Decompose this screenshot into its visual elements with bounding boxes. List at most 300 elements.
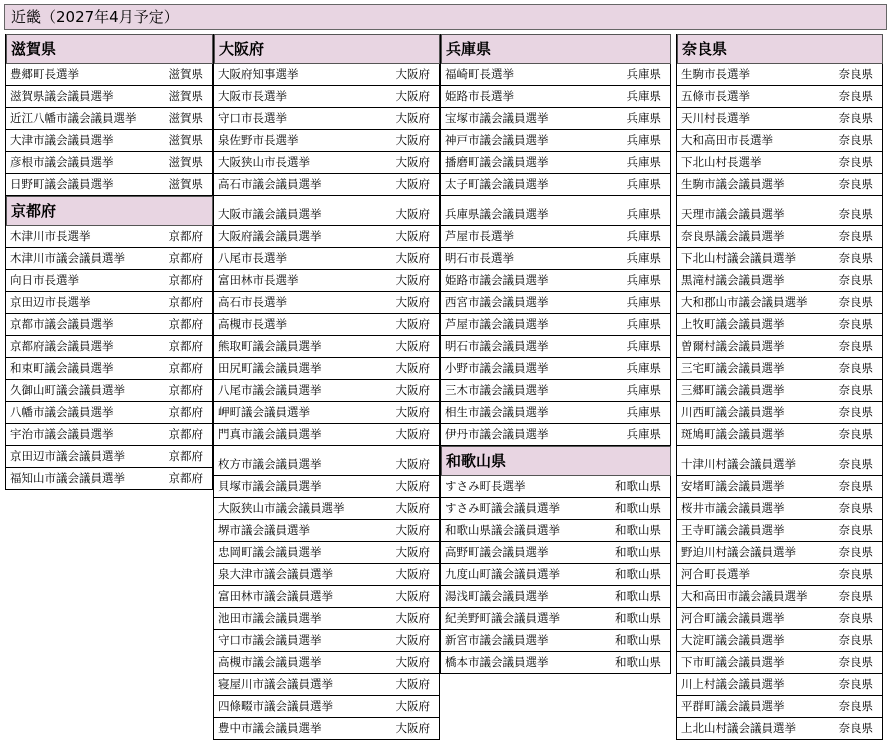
election-name: 上牧町議会議員選挙 — [681, 317, 785, 331]
table-row — [6, 336, 213, 358]
election-name: 八幡市議会議員選挙 — [10, 405, 114, 419]
prefecture-name: 京都府 — [168, 273, 203, 287]
prefecture-name: 奈良県 — [838, 339, 873, 353]
election-name: 守口市議会議員選挙 — [218, 633, 322, 647]
table-row — [6, 108, 213, 130]
prefecture-name: 奈良県 — [838, 721, 873, 735]
table-row — [677, 630, 883, 652]
table-row — [441, 498, 671, 520]
table-row — [6, 64, 213, 86]
table-row — [214, 586, 440, 608]
prefecture-name: 奈良県 — [838, 207, 873, 221]
prefecture-name: 滋賀県 — [168, 89, 203, 103]
table-row — [677, 608, 883, 630]
prefecture-column — [5, 34, 213, 490]
election-name: 小野市議会議員選挙 — [445, 361, 549, 375]
prefecture-name: 奈良県 — [838, 67, 873, 81]
table-row — [441, 196, 671, 226]
prefecture-name: 奈良県 — [838, 111, 873, 125]
table-row — [214, 248, 440, 270]
prefecture-name: 京都府 — [168, 471, 203, 485]
prefecture-name: 兵庫県 — [626, 295, 661, 309]
prefecture-header: 滋賀県 — [6, 34, 213, 64]
election-name: 豊郷町長選挙 — [10, 67, 79, 81]
election-name: 新宮市議会議員選挙 — [445, 633, 549, 647]
table-row — [214, 292, 440, 314]
table-row — [677, 498, 883, 520]
table-row — [441, 86, 671, 108]
prefecture-name: 大阪府 — [395, 611, 430, 625]
table-row — [441, 476, 671, 498]
election-name: 斑鳩町議会議員選挙 — [681, 427, 785, 441]
table-row — [214, 380, 440, 402]
election-name: 四條畷市議会議員選挙 — [218, 699, 333, 713]
prefecture-name: 滋賀県 — [168, 155, 203, 169]
prefecture-name: 京都府 — [168, 317, 203, 331]
table-row — [677, 696, 883, 718]
election-name: 和歌山県議会議員選挙 — [445, 523, 560, 537]
table-row — [214, 174, 440, 196]
election-name: 大和高田市議会議員選挙 — [681, 589, 808, 603]
election-name: 九度山町議会議員選挙 — [445, 567, 560, 581]
election-name: 大和郡山市議会議員選挙 — [681, 295, 808, 309]
election-name: 姫路市議会議員選挙 — [445, 273, 549, 287]
table-row — [6, 402, 213, 424]
prefecture-name: 京都府 — [168, 427, 203, 441]
election-name: 大阪府知事選挙 — [218, 67, 299, 81]
election-name: 三木市議会議員選挙 — [445, 383, 549, 397]
election-name: 京田辺市議会議員選挙 — [10, 449, 125, 463]
table-row — [441, 270, 671, 292]
table-row — [441, 336, 671, 358]
prefecture-name: 奈良県 — [838, 457, 873, 471]
table-row — [441, 174, 671, 196]
election-name: 天川村長選挙 — [681, 111, 750, 125]
prefecture-name: 大阪府 — [395, 633, 430, 647]
election-name: 大和高田市長選挙 — [681, 133, 773, 147]
prefecture-name: 大阪府 — [395, 111, 430, 125]
table-row — [677, 358, 883, 380]
prefecture-name: 奈良県 — [838, 523, 873, 537]
table-row — [214, 108, 440, 130]
prefecture-name: 兵庫県 — [626, 133, 661, 147]
prefecture-name: 奈良県 — [838, 155, 873, 169]
prefecture-name: 大阪府 — [395, 677, 430, 691]
table-row — [6, 270, 213, 292]
prefecture-name: 大阪府 — [395, 133, 430, 147]
prefecture-name: 京都府 — [168, 361, 203, 375]
election-name: 高野町議会議員選挙 — [445, 545, 549, 559]
election-name: 彦根市議会議員選挙 — [10, 155, 114, 169]
prefecture-name: 大阪府 — [395, 721, 430, 735]
table-row — [677, 336, 883, 358]
election-name: 明石市議会議員選挙 — [445, 339, 549, 353]
table-row — [441, 424, 671, 446]
election-name: 京都市議会議員選挙 — [10, 317, 114, 331]
election-name: 五條市長選挙 — [681, 89, 750, 103]
election-name: 神戸市議会議員選挙 — [445, 133, 549, 147]
prefecture-name: 奈良県 — [838, 273, 873, 287]
election-name: 平群町議会議員選挙 — [681, 699, 785, 713]
table-row — [214, 270, 440, 292]
election-name: 河合町議会議員選挙 — [681, 611, 785, 625]
table-row — [441, 542, 671, 564]
table-row — [214, 152, 440, 174]
prefecture-header: 京都府 — [6, 196, 213, 226]
election-name: 大阪市議会議員選挙 — [218, 207, 322, 221]
table-row — [677, 270, 883, 292]
prefecture-column — [440, 34, 671, 674]
prefecture-column — [676, 34, 883, 740]
table-row — [677, 718, 883, 740]
prefecture-name: 大阪府 — [395, 523, 430, 537]
table-row — [441, 226, 671, 248]
prefecture-name: 京都府 — [168, 405, 203, 419]
table-row — [214, 476, 440, 498]
prefecture-name: 奈良県 — [838, 567, 873, 581]
prefecture-name: 和歌山県 — [615, 611, 661, 625]
prefecture-name: 奈良県 — [838, 427, 873, 441]
table-row — [441, 630, 671, 652]
prefecture-name: 大阪府 — [395, 427, 430, 441]
prefecture-name: 大阪府 — [395, 207, 430, 221]
table-row — [214, 718, 440, 740]
prefecture-name: 大阪府 — [395, 177, 430, 191]
table-row — [677, 292, 883, 314]
prefecture-name: 兵庫県 — [626, 273, 661, 287]
prefecture-name: 兵庫県 — [626, 229, 661, 243]
election-name: 滋賀県議会議員選挙 — [10, 89, 114, 103]
election-name: 門真市議会議員選挙 — [218, 427, 322, 441]
table-row — [214, 226, 440, 248]
prefecture-name: 大阪府 — [395, 89, 430, 103]
table-row — [214, 64, 440, 86]
prefecture-name: 奈良県 — [838, 677, 873, 691]
table-row — [214, 520, 440, 542]
election-name: 京都府議会議員選挙 — [10, 339, 114, 353]
election-name: 奈良県議会議員選挙 — [681, 229, 785, 243]
election-name: 貝塚市議会議員選挙 — [218, 479, 322, 493]
prefecture-name: 和歌山県 — [615, 501, 661, 515]
prefecture-name: 奈良県 — [838, 251, 873, 265]
table-row — [214, 402, 440, 424]
table-row — [214, 498, 440, 520]
election-name: 守口市長選挙 — [218, 111, 287, 125]
prefecture-name: 兵庫県 — [626, 251, 661, 265]
election-name: 曽爾村議会議員選挙 — [681, 339, 785, 353]
election-name: 八尾市議会議員選挙 — [218, 383, 322, 397]
prefecture-name: 大阪府 — [395, 155, 430, 169]
table-row — [6, 314, 213, 336]
election-name: 高槻市長選挙 — [218, 317, 287, 331]
table-row — [214, 314, 440, 336]
table-row — [677, 248, 883, 270]
election-name: 池田市議会議員選挙 — [218, 611, 322, 625]
election-name: すさみ町議会議員選挙 — [445, 501, 560, 515]
election-name: 京田辺市長選挙 — [10, 295, 91, 309]
election-name: 川上村議会議員選挙 — [681, 677, 785, 691]
prefecture-name: 兵庫県 — [626, 155, 661, 169]
prefecture-name: 兵庫県 — [626, 361, 661, 375]
prefecture-name: 大阪府 — [395, 567, 430, 581]
election-name: 河合町長選挙 — [681, 567, 750, 581]
election-name: 西宮市議会議員選挙 — [445, 295, 549, 309]
prefecture-name: 大阪府 — [395, 545, 430, 559]
prefecture-name: 奈良県 — [838, 633, 873, 647]
prefecture-name: 奈良県 — [838, 317, 873, 331]
table-row — [441, 652, 671, 674]
prefecture-name: 和歌山県 — [615, 523, 661, 537]
election-name: 岬町議会議員選挙 — [218, 405, 310, 419]
election-name: 三郷町議会議員選挙 — [681, 383, 785, 397]
election-name: 和束町議会議員選挙 — [10, 361, 114, 375]
election-name: 紀美野町議会議員選挙 — [445, 611, 560, 625]
prefecture-name: 大阪府 — [395, 67, 430, 81]
election-name: 橋本市議会議員選挙 — [445, 655, 549, 669]
election-name: 大淀町議会議員選挙 — [681, 633, 785, 647]
table-row — [677, 674, 883, 696]
prefecture-name: 奈良県 — [838, 177, 873, 191]
table-row — [214, 630, 440, 652]
table-row — [441, 64, 671, 86]
table-row — [677, 152, 883, 174]
prefecture-name: 滋賀県 — [168, 133, 203, 147]
prefecture-name: 和歌山県 — [615, 545, 661, 559]
table-row — [441, 292, 671, 314]
prefecture-header: 大阪府 — [214, 34, 440, 64]
table-row — [214, 674, 440, 696]
prefecture-name: 奈良県 — [838, 89, 873, 103]
election-name: 高石市議会議員選挙 — [218, 177, 322, 191]
prefecture-name: 奈良県 — [838, 611, 873, 625]
election-name: 王寺町議会議員選挙 — [681, 523, 785, 537]
table-row — [441, 108, 671, 130]
election-name: 下北山村議会議員選挙 — [681, 251, 796, 265]
prefecture-name: 兵庫県 — [626, 67, 661, 81]
election-name: 十津川村議会議員選挙 — [681, 457, 796, 471]
table-row — [441, 248, 671, 270]
prefecture-name: 奈良県 — [838, 295, 873, 309]
election-name: 八尾市長選挙 — [218, 251, 287, 265]
prefecture-name: 兵庫県 — [626, 111, 661, 125]
table-row — [441, 152, 671, 174]
election-name: 芦屋市議会議員選挙 — [445, 317, 549, 331]
table-row — [677, 64, 883, 86]
election-name: 福崎町長選挙 — [445, 67, 514, 81]
table-row — [214, 696, 440, 718]
table-row — [214, 358, 440, 380]
election-name: 富田林市長選挙 — [218, 273, 299, 287]
election-name: 下市町議会議員選挙 — [681, 655, 785, 669]
prefecture-name: 兵庫県 — [626, 339, 661, 353]
table-row — [6, 446, 213, 468]
election-name: 泉大津市議会議員選挙 — [218, 567, 333, 581]
election-name: 福知山市議会議員選挙 — [10, 471, 125, 485]
election-name: 熊取町議会議員選挙 — [218, 339, 322, 353]
prefecture-name: 和歌山県 — [615, 633, 661, 647]
table-row — [677, 314, 883, 336]
election-name: 久御山町議会議員選挙 — [10, 383, 125, 397]
prefecture-name: 和歌山県 — [615, 567, 661, 581]
election-name: 大阪市長選挙 — [218, 89, 287, 103]
election-name: 上北山村議会議員選挙 — [681, 721, 796, 735]
prefecture-name: 京都府 — [168, 449, 203, 463]
prefecture-name: 滋賀県 — [168, 67, 203, 81]
prefecture-name: 奈良県 — [838, 229, 873, 243]
prefecture-name: 奈良県 — [838, 405, 873, 419]
prefecture-name: 滋賀県 — [168, 177, 203, 191]
prefecture-name: 奈良県 — [838, 383, 873, 397]
table-row — [214, 336, 440, 358]
election-name: すさみ町長選挙 — [445, 479, 526, 493]
table-row — [677, 402, 883, 424]
prefecture-name: 大阪府 — [395, 699, 430, 713]
election-name: 木津川市長選挙 — [10, 229, 91, 243]
election-name: 野迫川村議会議員選挙 — [681, 545, 796, 559]
table-row — [677, 174, 883, 196]
prefecture-name: 兵庫県 — [626, 427, 661, 441]
table-row — [441, 564, 671, 586]
table-row — [677, 564, 883, 586]
prefecture-name: 大阪府 — [395, 295, 430, 309]
election-name: 相生市議会議員選挙 — [445, 405, 549, 419]
election-name: 伊丹市議会議員選挙 — [445, 427, 549, 441]
prefecture-header: 奈良県 — [677, 34, 883, 64]
table-row — [214, 652, 440, 674]
sheet-title: 近畿（2027年4月予定） — [4, 4, 887, 30]
table-row — [441, 520, 671, 542]
table-row — [6, 424, 213, 446]
election-name: 高石市長選挙 — [218, 295, 287, 309]
prefecture-name: 京都府 — [168, 295, 203, 309]
prefecture-name: 大阪府 — [395, 361, 430, 375]
election-name: 下北山村長選挙 — [681, 155, 762, 169]
prefecture-name: 奈良県 — [838, 589, 873, 603]
prefecture-column — [213, 34, 440, 740]
election-name: 黒滝村議会議員選挙 — [681, 273, 785, 287]
election-name: 兵庫県議会議員選挙 — [445, 207, 549, 221]
prefecture-name: 兵庫県 — [626, 317, 661, 331]
election-name: 大津市議会議員選挙 — [10, 133, 114, 147]
election-name: 豊中市議会議員選挙 — [218, 721, 322, 735]
prefecture-name: 兵庫県 — [626, 383, 661, 397]
prefecture-name: 大阪府 — [395, 479, 430, 493]
election-name: 宇治市議会議員選挙 — [10, 427, 114, 441]
prefecture-name: 大阪府 — [395, 655, 430, 669]
table-row — [441, 380, 671, 402]
election-name: 明石市長選挙 — [445, 251, 514, 265]
election-name: 安堵町議会議員選挙 — [681, 479, 785, 493]
table-row — [214, 564, 440, 586]
table-row — [6, 174, 213, 196]
election-name: 桜井市議会議員選挙 — [681, 501, 785, 515]
prefecture-name: 奈良県 — [838, 655, 873, 669]
prefecture-name: 奈良県 — [838, 545, 873, 559]
table-row — [441, 358, 671, 380]
prefecture-name: 滋賀県 — [168, 111, 203, 125]
prefecture-name: 大阪府 — [395, 273, 430, 287]
table-row — [214, 608, 440, 630]
table-row — [441, 608, 671, 630]
table-row — [677, 476, 883, 498]
election-name: 忠岡町議会議員選挙 — [218, 545, 322, 559]
election-name: 大阪狭山市議会議員選挙 — [218, 501, 345, 515]
election-name: 生駒市議会議員選挙 — [681, 177, 785, 191]
table-row — [6, 358, 213, 380]
prefecture-name: 兵庫県 — [626, 405, 661, 419]
table-row — [214, 196, 440, 226]
table-row — [441, 586, 671, 608]
prefecture-name: 兵庫県 — [626, 177, 661, 191]
prefecture-name: 兵庫県 — [626, 207, 661, 221]
election-name: 向日市長選挙 — [10, 273, 79, 287]
table-row — [6, 248, 213, 270]
table-row — [677, 108, 883, 130]
prefecture-header: 兵庫県 — [441, 34, 671, 64]
table-row — [214, 130, 440, 152]
election-name: 播磨町議会議員選挙 — [445, 155, 549, 169]
table-row — [677, 226, 883, 248]
election-name: 高槻市議会議員選挙 — [218, 655, 322, 669]
election-name: 天理市議会議員選挙 — [681, 207, 785, 221]
table-row — [677, 380, 883, 402]
table-row — [677, 196, 883, 226]
table-row — [677, 586, 883, 608]
table-row — [214, 542, 440, 564]
prefecture-name: 京都府 — [168, 383, 203, 397]
prefecture-header: 和歌山県 — [441, 446, 671, 476]
prefecture-name: 和歌山県 — [615, 589, 661, 603]
prefecture-name: 奈良県 — [838, 361, 873, 375]
election-name: 太子町議会議員選挙 — [445, 177, 549, 191]
table-row — [214, 86, 440, 108]
prefecture-name: 和歌山県 — [615, 655, 661, 669]
table-row — [6, 226, 213, 248]
table-row — [441, 130, 671, 152]
prefecture-name: 大阪府 — [395, 229, 430, 243]
table-row — [6, 152, 213, 174]
table-row — [441, 314, 671, 336]
prefecture-name: 奈良県 — [838, 133, 873, 147]
table-row — [677, 446, 883, 476]
table-row — [214, 446, 440, 476]
table-row — [6, 380, 213, 402]
prefecture-name: 京都府 — [168, 339, 203, 353]
table-row — [677, 130, 883, 152]
election-name: 近江八幡市議会議員選挙 — [10, 111, 137, 125]
election-name: 大阪狭山市長選挙 — [218, 155, 310, 169]
election-name: 宝塚市議会議員選挙 — [445, 111, 549, 125]
prefecture-name: 大阪府 — [395, 589, 430, 603]
prefecture-name: 大阪府 — [395, 251, 430, 265]
table-row — [677, 652, 883, 674]
election-name: 芦屋市長選挙 — [445, 229, 514, 243]
election-name: 川西町議会議員選挙 — [681, 405, 785, 419]
prefecture-name: 大阪府 — [395, 317, 430, 331]
table-row — [677, 424, 883, 446]
election-name: 枚方市議会議員選挙 — [218, 457, 322, 471]
prefecture-name: 大阪府 — [395, 383, 430, 397]
table-row — [441, 402, 671, 424]
prefecture-name: 奈良県 — [838, 501, 873, 515]
table-row — [677, 542, 883, 564]
prefecture-name: 大阪府 — [395, 339, 430, 353]
election-name: 堺市議会議員選挙 — [218, 523, 310, 537]
prefecture-name: 大阪府 — [395, 457, 430, 471]
election-name: 三宅町議会議員選挙 — [681, 361, 785, 375]
prefecture-name: 奈良県 — [838, 699, 873, 713]
election-name: 富田林市議会議員選挙 — [218, 589, 333, 603]
